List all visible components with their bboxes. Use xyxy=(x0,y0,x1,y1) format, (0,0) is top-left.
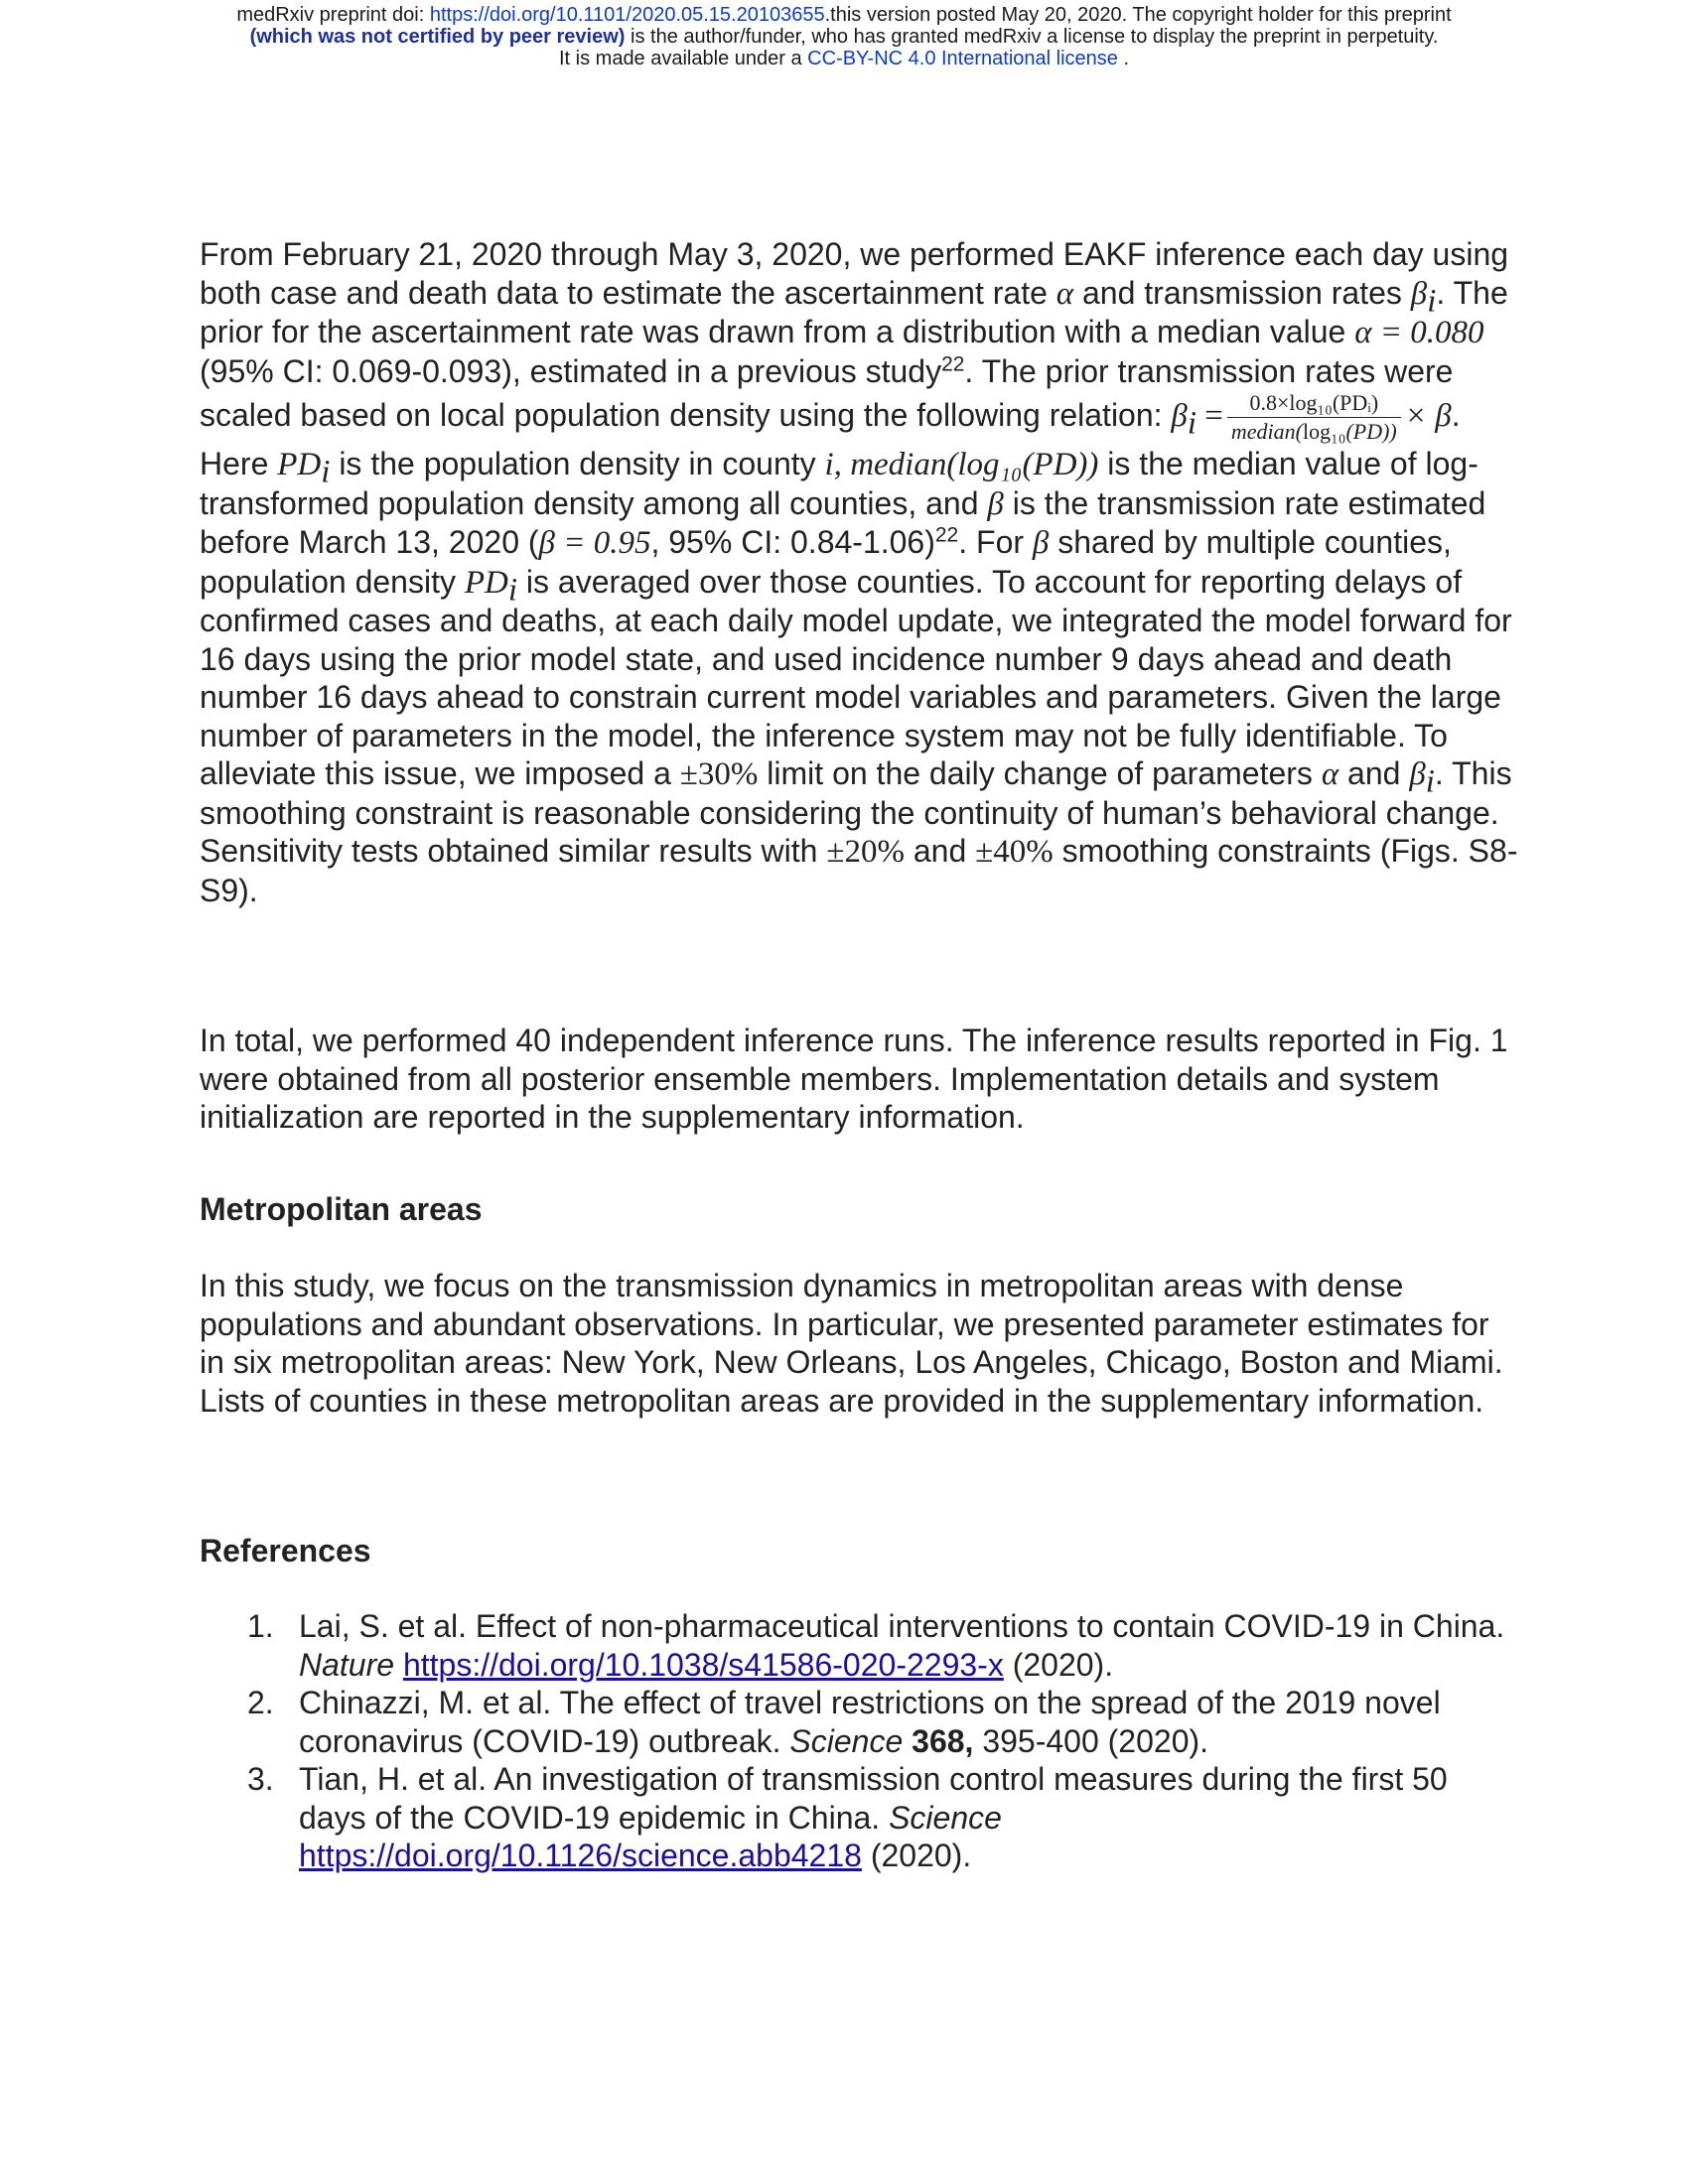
preprint-header xyxy=(0,4,1688,69)
density-scaling-fraction: $\frac{\text{0.8×log₁₀(PDᵢ)}}{\text{median(log₁₀(PD))}}$ xyxy=(1227,390,1401,445)
reference-list xyxy=(200,1607,1520,1875)
reference-item: 3. Tian, H. et al. An investigation of transmission control measures during the first 50 days of the COVID-19 epidemic in China. Science https://doi.org/10.1126/science.abb4218 (2020). xyxy=(247,1761,1448,1873)
metropolitan-areas-heading: Metropolitan areas xyxy=(200,1191,483,1227)
references-heading: References xyxy=(200,1533,371,1569)
header-line-1: medRxiv preprint doi: https://doi.org/10.1101/2020.05.15.20103655.this version posted May 20, 2020. The copyright holder for this preprint xyxy=(236,4,1452,26)
reference-1-doi-link[interactable]: https://doi.org/10.1038/s41586-020-2293-x xyxy=(402,1646,1004,1683)
paragraph-inference-runs: In total, we performed 40 independent inference runs. The inference results reported in Fig. 1 were obtained from all posterior ensemble members. Implementation details and system initialization are reported in the supplementary information. xyxy=(200,1023,1508,1135)
header-line-3: It is made available under a CC-BY-NC 4.0 International license . xyxy=(558,48,1130,69)
license-link[interactable]: CC-BY-NC 4.0 International license xyxy=(807,48,1118,69)
header-line-2: (which was not certified by peer review) is the author/funder, who has granted medRxiv a license to display the preprint in perpetuity. xyxy=(249,26,1439,48)
reference-item: 1. Lai, S. et al. Effect of non-pharmaceutical interventions to contain COVID-19 in China. Nature https://doi.org/10.1038/s41586-020-2293-x (2020). xyxy=(247,1608,1505,1683)
citation-22: 22 xyxy=(941,351,965,375)
doi-link[interactable]: https://doi.org/10.1101/2020.05.15.20103655 xyxy=(429,4,825,26)
paragraph-eakf-inference: From February 21, 2020 through May 3, 2020, we performed EAKF inference each day using both case and death data to estimate the ascertainment rate α and transmission rates $\beta_i$. The prior for the ascertainment rate was drawn from a distribution with a median value α = 0.080 (95% CI: 0.069-0.093), estimated in a previous study$^{22}$. The prior transmission rates were scaled based on local population density using the following relation: $\beta_i$ = $\frac{\text{0.8×log₁₀(PDᵢ)}}{\text{median(log₁₀(PD))}}$ × β. Here $PD_i$ is the population density in county i, median(log₁₀(PD)) is the median value of log-transformed population density among all counties, and β is the transmission rate estimated before March 13, 2020 (β = 0.95, 95% CI: 0.84-1.06)$^{22}$. For β shared by multiple counties, population density $PD_i$ is averaged over those counties. To account for reporting delays of confirmed cases and deaths, at each daily model update, we integrated the model forward for 16 days using the prior model state, and used incidence number 9 days ahead and death number 16 days ahead to constrain current model variables and parameters. Given the large number of parameters in the model, the inference system may not be fully identifiable. To alleviate this issue, we imposed a ±30% limit on the daily change of parameters α and $\beta_i$. This smoothing constraint is reasonable considering the continuity of human’s behavioral change. Sensitivity tests obtained similar results with ±20% and ±40% smoothing constraints (Figs. S8-S9). xyxy=(200,236,1518,908)
reference-item: 2. Chinazzi, M. et al. The effect of travel restrictions on the spread of the 2019 novel coronavirus (COVID-19) outbreak. Science 368, 395-400 (2020). xyxy=(247,1685,1441,1759)
paragraph-metropolitan-areas: In this study, we focus on the transmission dynamics in metropolitan areas with dense populations and abundant observations. In particular, we presented parameter estimates for in six metropolitan areas: New York, New Orleans, Los Angeles, Chicago, Boston and Miami. Lists of counties in these metropolitan areas are provided in the supplementary information. xyxy=(200,1268,1503,1419)
reference-3-doi-link[interactable]: https://doi.org/10.1126/science.abb4218 xyxy=(299,1838,862,1873)
